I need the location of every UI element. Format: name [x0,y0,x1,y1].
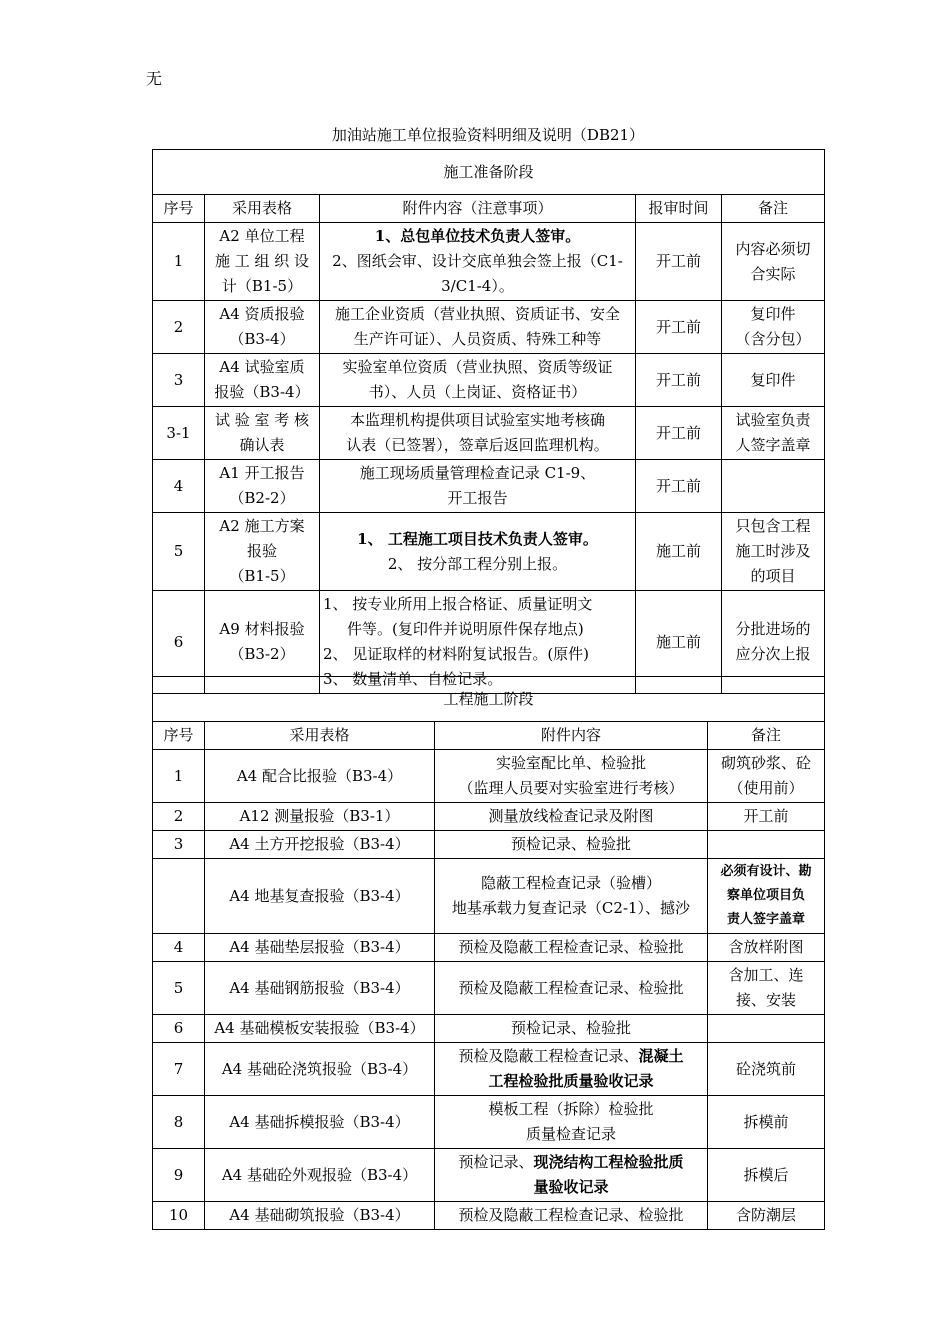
table-row [153,301,825,354]
table-row [153,1096,825,1149]
table-row [153,934,825,962]
note-cell: 只包含工程 施工时涉及 的项目 [722,513,825,591]
attachment-cell: 1、 工程施工项目技术负责人签审。 2、 按分部工程分别上报。 [320,513,636,591]
note-cell: 复印件 （含分包） [722,301,825,354]
submit-time: 开工前 [636,223,722,301]
row-number: 3 [153,831,205,859]
attachment-cell: 预检及隐蔽工程检查记录、混凝土 工程检验批质量验收记录 [435,1043,708,1096]
row-number: 6 [153,1015,205,1043]
table-row [153,407,825,460]
form-cell: A4 基础垫层报验（B3-4） [205,934,435,962]
form-cell: A4 基础砼浇筑报验（B3-4） [205,1043,435,1096]
row-number: 2 [153,803,205,831]
table-row [153,831,825,859]
note-cell: 拆模前 [708,1096,825,1149]
form-cell: 试 验 室 考 核 确认表 [205,407,320,460]
form-cell: A4 基础砼外观报验（B3-4） [205,1149,435,1202]
note-cell [722,460,825,513]
table-row [153,750,825,803]
submit-time: 开工前 [636,354,722,407]
form-cell: A1 开工报告 （B2-2） [205,460,320,513]
section-title: 施工准备阶段 [153,150,825,195]
row-number: 1 [153,750,205,803]
document-title: 加油站施工单位报验资料明细及说明（DB21） [331,126,645,144]
attachment-cell: 模板工程（拆除）检验批 质量检查记录 [435,1096,708,1149]
form-cell: A2 施工方案 报验 （B1-5） [205,513,320,591]
note-cell: 内容必须切 合实际 [722,223,825,301]
table-row [153,460,825,513]
note-cell: 含防潮层 [708,1202,825,1230]
attachment-cell: 预检记录、检验批 [435,1015,708,1043]
attachment-cell: 本监理机构提供项目试验室实地考核确 认表（已签署），签章后返回监理机构。 [320,407,636,460]
row-number: 1 [153,223,205,301]
attachment-cell: 隐蔽工程检查记录（验槽） 地基承载力复查记录（C2-1）、撼沙 [435,859,708,934]
form-cell: A4 基础钢筋报验（B3-4） [205,962,435,1015]
attachment-cell: 实验室单位资质（营业执照、资质等级证 书）、人员（上岗证、资格证书） [320,354,636,407]
table-row [153,513,825,591]
form-cell: A12 测量报验（B3-1） [205,803,435,831]
row-number: 5 [153,962,205,1015]
note-cell: 必须有设计、勘 察单位项目负 责人签字盖章 [708,859,825,934]
row-number: 4 [153,934,205,962]
construction-stage-table [152,676,825,1230]
column-header: 附件内容（注意事项） [320,195,636,223]
attachment-cell: 1、 按专业所用上报合格证、质量证明文 件等。(复印件并说明原件保存地点) 2、 见证取样的材料附复试报告。(原件) 3、 数量清单、自检记录。 [320,591,636,694]
row-number: 10 [153,1202,205,1230]
table-row [153,1015,825,1043]
submit-time: 开工前 [636,460,722,513]
table-row [153,859,825,934]
table-row [153,803,825,831]
column-header: 备注 [722,195,825,223]
table-row [153,354,825,407]
row-number: 2 [153,301,205,354]
table-row [153,962,825,1015]
preparation-stage-table [152,149,825,694]
note-cell: 分批进场的 应分次上报 [722,591,825,694]
note-cell [708,831,825,859]
table-row [153,1043,825,1096]
header-mark: 无 [146,69,163,88]
attachment-cell: 预检及隐蔽工程检查记录、检验批 [435,934,708,962]
form-cell: A9 材料报验 （B3-2） [205,591,320,694]
row-number: 6 [153,591,205,694]
attachment-cell: 预检及隐蔽工程检查记录、检验批 [435,1202,708,1230]
header-row [153,722,825,750]
note-cell [708,1015,825,1043]
attachment-cell: 1、总包单位技术负责人签审。 2、图纸会审、设计交底单独会签上报（C1- 3/C1-4）。 [320,223,636,301]
form-cell: A4 基础模板安装报验（B3-4） [205,1015,435,1043]
note-cell: 砼浇筑前 [708,1043,825,1096]
attachment-cell: 施工现场质量管理检查记录 C1-9、 开工报告 [320,460,636,513]
table-row [153,223,825,301]
submit-time: 施工前 [636,513,722,591]
row-number: 3 [153,354,205,407]
table-row [153,1202,825,1230]
form-cell: A4 土方开挖报验（B3-4） [205,831,435,859]
attachment-cell: 预检及隐蔽工程检查记录、检验批 [435,962,708,1015]
attachment-cell: 施工企业资质（营业执照、资质证书、安全 生产许可证）、人员资质、特殊工种等 [320,301,636,354]
column-header: 附件内容 [435,722,708,750]
form-cell: A4 试验室质 报验（B3-4） [205,354,320,407]
note-cell: 砌筑砂浆、砼 （使用前） [708,750,825,803]
row-number: 3-1 [153,407,205,460]
attachment-cell: 预检记录、检验批 [435,831,708,859]
note-cell: 拆模后 [708,1149,825,1202]
column-header: 序号 [153,195,205,223]
note-cell: 试验室负责 人签字盖章 [722,407,825,460]
form-cell: A4 资质报验 （B3-4） [205,301,320,354]
form-cell: A4 地基复查报验（B3-4） [205,859,435,934]
submit-time: 开工前 [636,301,722,354]
submit-time: 施工前 [636,591,722,694]
note-cell: 含加工、连 接、安装 [708,962,825,1015]
column-header: 采用表格 [205,722,435,750]
row-number: 9 [153,1149,205,1202]
row-number: 8 [153,1096,205,1149]
section-title: 工程施工阶段 [153,677,825,722]
note-cell: 含放样附图 [708,934,825,962]
form-cell: A4 配合比报验（B3-4） [205,750,435,803]
row-number: 7 [153,1043,205,1096]
column-header: 报审时间 [636,195,722,223]
note-cell: 开工前 [708,803,825,831]
header-row [153,195,825,223]
form-cell: A4 基础砌筑报验（B3-4） [205,1202,435,1230]
row-number [153,859,205,934]
note-cell: 复印件 [722,354,825,407]
attachment-cell: 实验室配比单、检验批 （监理人员要对实验室进行考核） [435,750,708,803]
column-header: 采用表格 [205,195,320,223]
row-number: 5 [153,513,205,591]
attachment-cell: 测量放线检查记录及附图 [435,803,708,831]
column-header: 备注 [708,722,825,750]
column-header: 序号 [153,722,205,750]
submit-time: 开工前 [636,407,722,460]
form-cell: A2 单位工程 施 工 组 织 设 计（B1-5） [205,223,320,301]
attachment-cell: 预检记录、现浇结构工程检验批质 量验收记录 [435,1149,708,1202]
row-number: 4 [153,460,205,513]
form-cell: A4 基础拆模报验（B3-4） [205,1096,435,1149]
table-row [153,1149,825,1202]
